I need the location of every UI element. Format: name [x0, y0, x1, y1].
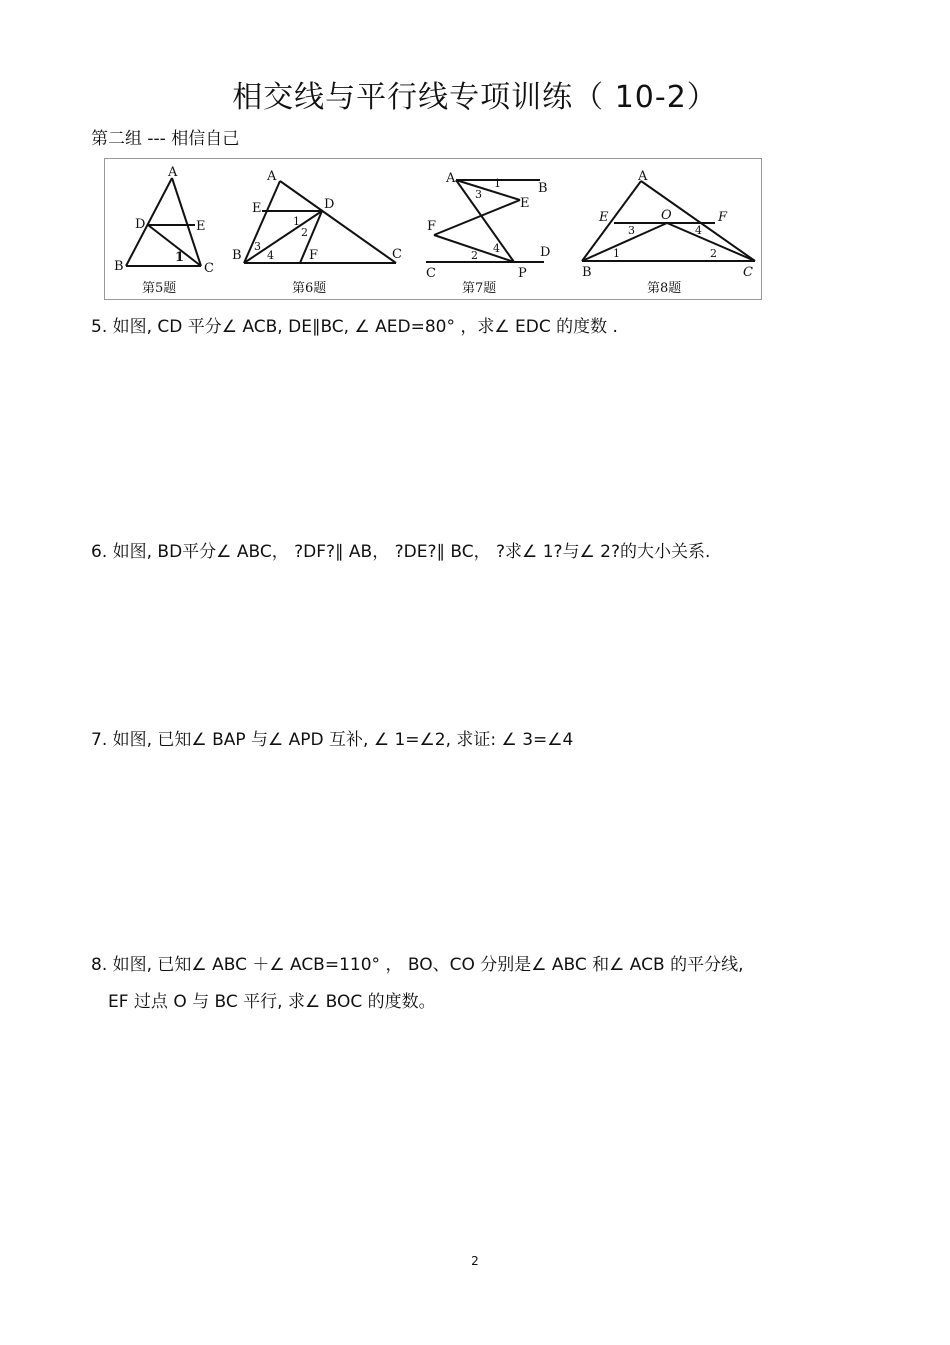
fig6-angle-3: 3 [254, 240, 261, 253]
fig5-label-D: D [135, 217, 146, 232]
fig7-label-P: P [518, 266, 527, 281]
question-7: 7. 如图, 已知∠ BAP 与∠ APD 互补, ∠ 1=∠2, 求证: ∠ 3=∠4 [91, 730, 574, 750]
fig7-angle-1: 1 [494, 177, 501, 190]
fig8-label-A: A [638, 169, 648, 184]
fig8-angle-2: 2 [710, 247, 717, 260]
section-subtitle: 第二组 --- 相信自己 [91, 129, 240, 149]
fig7-caption: 第7题 [462, 281, 497, 296]
fig5-label-A: A [168, 165, 178, 180]
question-8-line-2: EF 过点 O 与 BC 平行, 求∠ BOC 的度数。 [108, 992, 436, 1012]
fig6-label-B: B [232, 248, 242, 263]
fig5-label-E: E [196, 219, 206, 234]
page-number: 2 [471, 1254, 479, 1268]
fig8-label-B: B [582, 265, 592, 280]
fig7-label-B: B [538, 181, 548, 196]
fig8-angle-3: 3 [628, 224, 635, 237]
fig6-angle-2: 2 [301, 226, 308, 239]
question-5: 5. 如图, CD 平分∠ ACB, DE∥BC, ∠ AED=80° ，求∠ EDC 的度数 . [91, 317, 618, 337]
fig5-label-B: B [114, 259, 124, 274]
fig7-label-A: A [446, 171, 456, 186]
fig6-angle-1: 1 [293, 215, 300, 228]
fig7-label-E: E [520, 196, 530, 211]
fig7-angle-3: 3 [475, 188, 482, 201]
fig8-label-O: O [661, 208, 672, 223]
fig7-label-C: C [426, 266, 436, 281]
fig6-angle-4: 4 [267, 249, 274, 262]
fig8-angle-1: 1 [613, 247, 620, 260]
fig6-label-C: C [392, 247, 402, 262]
fig8-angle-4: 4 [695, 224, 702, 237]
fig8-label-C: C [743, 265, 753, 280]
figures-panel [104, 158, 762, 300]
fig5-angle-1: 1 [175, 250, 185, 265]
fig6-label-A: A [267, 169, 277, 184]
page-title: 相交线与平行线专项训练（ 10-2） [232, 80, 718, 115]
fig5-caption: 第5题 [142, 281, 177, 296]
question-6: 6. 如图, BD平分∠ ABC， ?DF?∥ AB， ?DE?∥ BC， ?求∠ 1?与∠ 2?的大小关系. [91, 542, 711, 562]
figure-7 [426, 180, 544, 262]
fig8-label-E: E [599, 210, 609, 225]
fig7-angle-2: 2 [471, 249, 478, 262]
fig8-label-F: F [718, 210, 728, 225]
fig7-label-D: D [540, 245, 551, 260]
fig7-label-F: F [427, 219, 437, 234]
fig5-label-C: C [204, 261, 214, 276]
fig7-angle-4: 4 [493, 242, 500, 255]
question-8-line-1: 8. 如图, 已知∠ ABC ＋∠ ACB=110° ， BO、CO 分别是∠ ABC 和∠ ACB 的平分线, [91, 955, 744, 975]
fig6-label-D: D [324, 197, 335, 212]
fig6-caption: 第6题 [292, 281, 327, 296]
fig6-label-E: E [252, 201, 262, 216]
fig6-label-F: F [309, 248, 319, 263]
figures-svg [104, 158, 762, 300]
fig8-caption: 第8题 [647, 281, 682, 296]
